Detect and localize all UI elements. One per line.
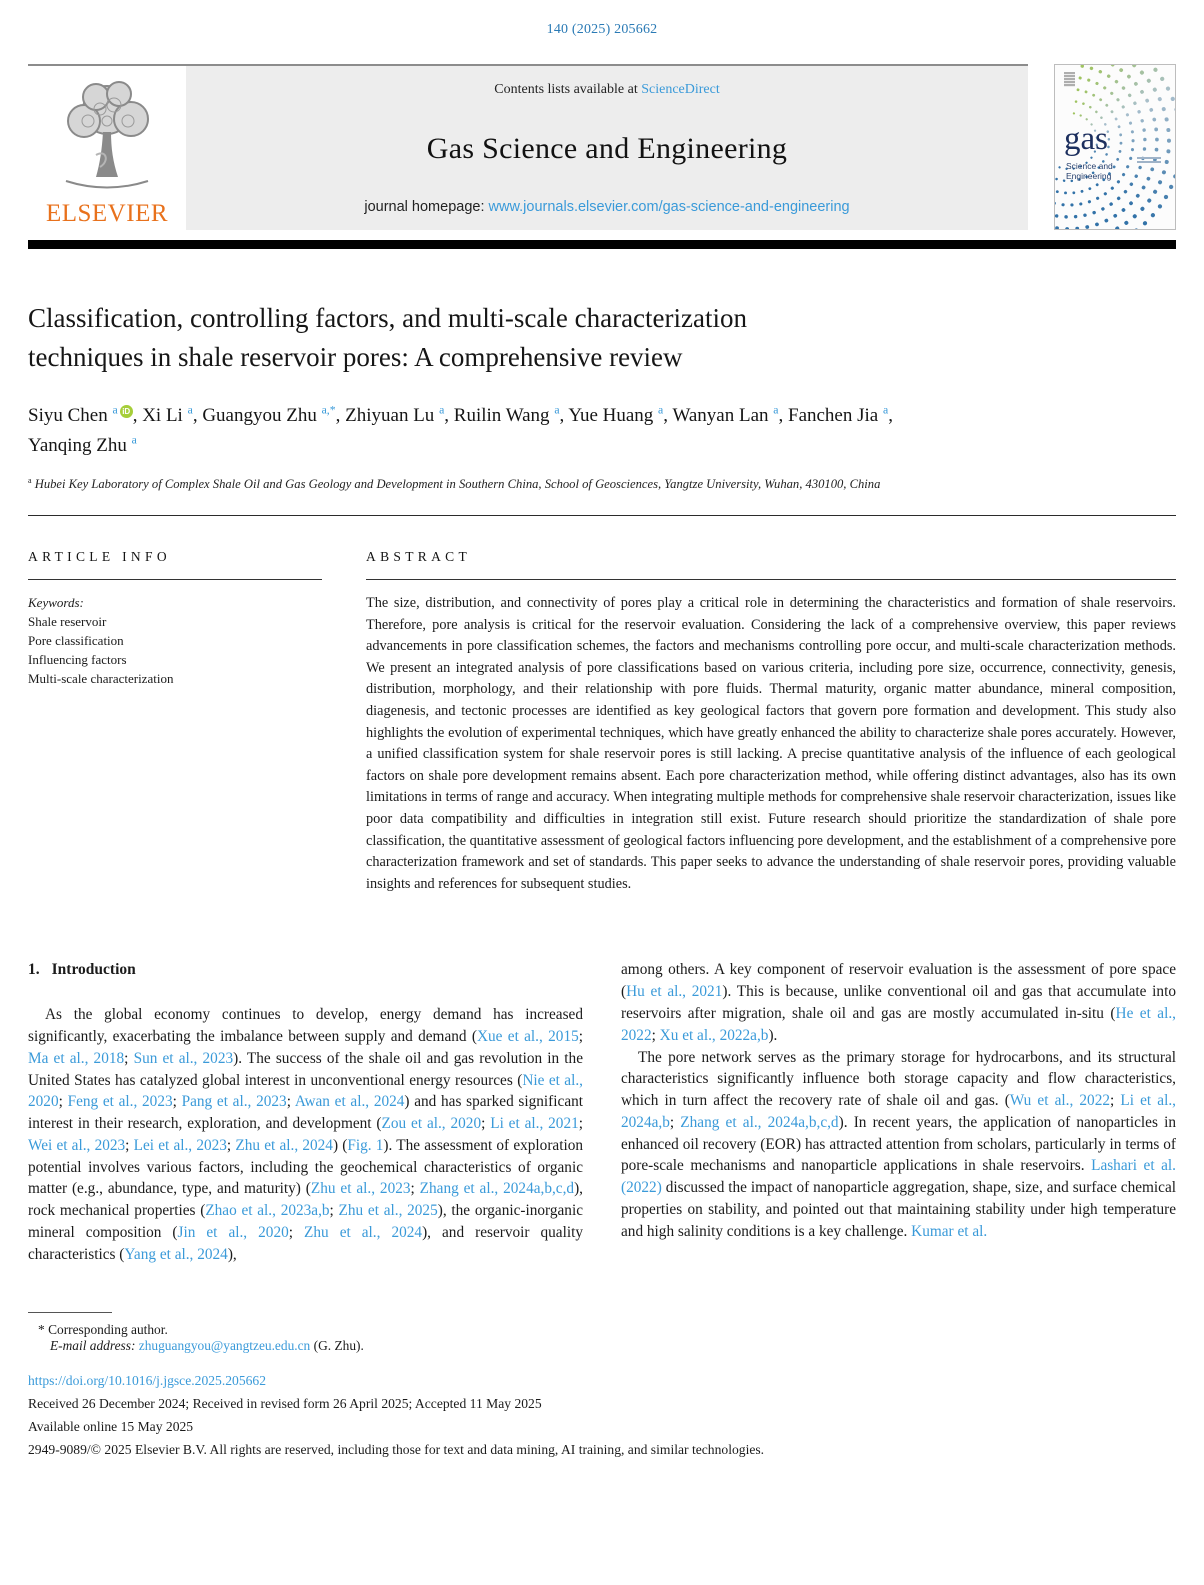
- introduction-section: [28, 959, 1176, 1265]
- citation-link[interactable]: Zhu et al., 2024: [304, 1224, 423, 1242]
- journal-header-main: [28, 64, 1028, 230]
- citation-link[interactable]: Jin et al., 2020: [177, 1224, 289, 1242]
- header-divider-bar: [28, 240, 1176, 249]
- footnote-marker: *: [38, 1321, 45, 1337]
- citation-link[interactable]: Wei et al., 2023: [28, 1136, 126, 1154]
- citation-link[interactable]: Zhao et al., 2023a,b: [205, 1202, 330, 1220]
- cover-title: gas: [1064, 121, 1108, 157]
- citation-link[interactable]: Xu et al., 2022a,b: [659, 1026, 769, 1044]
- cover-elsevier-mark: [1064, 72, 1075, 87]
- citation-link[interactable]: Feng et al., 2023: [67, 1093, 173, 1111]
- citation-link[interactable]: Lei et al., 2023: [133, 1136, 227, 1154]
- right-column: [621, 959, 1176, 1265]
- homepage-prefix: journal homepage:: [364, 199, 489, 215]
- email-suffix: (G. Zhu).: [310, 1337, 364, 1353]
- citation-link[interactable]: Nie et al., 2020: [28, 1071, 583, 1111]
- journal-banner: [186, 66, 1028, 230]
- footnote-rule: [28, 1312, 112, 1313]
- citation-link[interactable]: Yang et al., 2024: [124, 1245, 228, 1263]
- abstract-text: The size, distribution, and connectivity of pores play a critical role in determining the characteristics and formation of shale reservoirs. Therefore, pore analysis is critical for the reservoir evaluation. Considering the lack of a comprehensive overview, this paper reviews advancements in pore classification schemes, the factors and mechanisms controlling pore occur, and multi-scale characterization methods. We present an integrated analysis of pore classifications based on various criteria, including pore size, occurrence, connectivity, genesis, distribution, morphology, and their relationship with pore fluids. Thermal maturity, organic matter abundance, mineral composition, diagenesis, and tectonic processes are identified as key geological factors that govern pore formation and development. This study also highlights the evolution of experimental techniques, which have greatly enhanced the ability to characterize shale pores accurately. However, a unified classification system for shale reservoir pores is still lacking. A precise quantitative analysis of the influence of each geological factors on shale pore development remains absent. Each pore characterization method, while offering distinct advantages, also has its own limitations in terms of range and accuracy. When integrating multiple methods for comprehensive shale reservoir characterization, issues like poor data compatibility and difficulties in integration still exist. Future research should prioritize the standardization of shale pore classification, the quantitative assessment of geological factors influencing pore development, and the establishment of a comprehensive pore characterization framework and set of standards. This paper seeks to advance the understanding of shale reservoir pores, providing valuable insights and references for subsequent studies.: [366, 595, 1176, 892]
- journal-citation: 140 (2025) 205662: [546, 22, 658, 37]
- citation-link[interactable]: Zhang et al., 2024a,b,c,d: [419, 1180, 575, 1198]
- citation-link[interactable]: Zhu et al., 2023: [310, 1180, 411, 1198]
- citation-link[interactable]: a: [112, 403, 118, 417]
- elsevier-tree-icon: [48, 77, 166, 198]
- email-label: E-mail address:: [50, 1337, 136, 1353]
- introduction-paragraph: among others. A key component of reservoir evaluation is the assessment of pore space (Hu et al., 2021). This is because, unlike conventional oil and gas that accumulate into reservoirs after migration, shale oil and gas are mostly accumulated in-situ (He et al., 2022; Xu et al., 2022a,b).: [621, 961, 1176, 1044]
- abstract-column: [366, 549, 1176, 895]
- citation-link[interactable]: Zhang et al., 2024a,b,c,d: [680, 1113, 839, 1131]
- keyword-item: Multi-scale characterization: [28, 671, 174, 686]
- citation-link[interactable]: Wu et al., 2022: [1009, 1092, 1111, 1110]
- citation-link[interactable]: a: [882, 403, 889, 417]
- article-title-line2: techniques in shale reservoir pores: A comprehensive review: [28, 342, 683, 372]
- article-title: [28, 299, 1176, 377]
- homepage-line: [196, 199, 1018, 215]
- abstract-rule: [366, 579, 1176, 580]
- cover-editor-text-bars: [1137, 157, 1161, 165]
- keyword-item: Influencing factors: [28, 652, 127, 667]
- cover-subtitle-line2: Engineering: [1066, 171, 1112, 181]
- section-divider: [28, 515, 1176, 516]
- journal-header: [28, 64, 1176, 230]
- citation-link[interactable]: Awan et al., 2024: [294, 1093, 405, 1111]
- introduction-paragraph: As the global economy continues to develop, energy demand has increased significantly, exacerbating the imbalance between supply and demand (Xue et al., 2015; Ma et al., 2018; Sun et al., 2023). The success of the shale oil and gas revolution in the United States has catalyzed global interest in unconventional energy resources (Nie et al., 2020; Feng et al., 2023; Pang et al., 2023; Awan et al., 2024) and has sparked significant interest in their research, exploration, and development (Zou et al., 2020; Li et al., 2021; Wei et al., 2023; Lei et al., 2023; Zhu et al., 2024) (Fig. 1). The assessment of exploration potential involves various factors, including the geochemical characteristics of organic matter (e.g., abundance, type, and maturity) (Zhu et al., 2023; Zhang et al., 2024a,b,c,d), rock mechanical properties (Zhao et al., 2023a,b; Zhu et al., 2025), the organic-inorganic mineral composition (Jin et al., 2020; Zhu et al., 2024), and reservoir quality characteristics (Yang et al., 2024),: [28, 1006, 584, 1263]
- footer-block: [28, 1369, 1176, 1461]
- left-column: [28, 959, 583, 1265]
- sciencedirect-link[interactable]: ScienceDirect: [641, 82, 720, 97]
- cover-subtitle-line1: Science and: [1066, 161, 1113, 171]
- citation-link[interactable]: Ma et al., 2018: [28, 1049, 125, 1067]
- contents-prefix: Contents lists available at: [494, 82, 642, 97]
- citation-link[interactable]: He et al., 2022: [621, 1004, 1176, 1044]
- keywords-label: Keywords:: [28, 595, 84, 610]
- info-abstract-section: [28, 549, 1176, 895]
- elsevier-logo-block: [28, 66, 186, 230]
- author-list: Siyu Chen $^a$ iD , Xi Li $^a$, Guangyou Zhu $^{a,*}$, Zhiyuan Lu $^a$, Ruilin Wang $^a$, Yue Huang $^a$, Wanyan Lan $^a$, Fanchen Jia $^a$, Yanqing Zhu $^a$: [28, 403, 893, 456]
- article-info-heading: ARTICLE INFO: [28, 549, 171, 564]
- citation-link[interactable]: Zhu et al., 2024: [235, 1136, 333, 1154]
- introduction-heading-number: 1.: [28, 961, 40, 979]
- citation-link[interactable]: Kumar et al.: [911, 1222, 988, 1240]
- citation-link[interactable]: a: [439, 403, 445, 417]
- introduction-heading-text: Introduction: [51, 961, 136, 979]
- citation-link[interactable]: a: [773, 403, 779, 417]
- citation-link[interactable]: Lashari et al. (2022): [621, 1157, 1177, 1197]
- email-link[interactable]: zhuguangyou@yangtzeu.edu.cn: [138, 1337, 311, 1353]
- orcid-icon[interactable]: iD: [120, 405, 133, 418]
- article-title-line1: Classification, controlling factors, and multi-scale characterization: [28, 303, 747, 333]
- citation-link[interactable]: Li et al., 2021: [490, 1115, 579, 1133]
- introduction-paragraph: The pore network serves as the primary storage for hydrocarbons, and its structural characteristics significantly influence both storage capacity and flow characteristics, which in turn affect the recovery rate of shale oil and gas. (Wu et al., 2022; Li et al., 2024a,b; Zhang et al., 2024a,b,c,d). In recent years, the application of nanoparticles in enhanced oil recovery (EOR) has attracted attention from scholars, particularly in terms of pore-scale mechanisms and nanoparticle applications in shale reservoirs. Lashari et al. (2022) discussed the impact of nanoparticle aggregation, shape, size, and surface chemical properties on stability, and pointed out that maintaining stability under high temperature and high salinity conditions is a key challenge. Kumar et al.: [621, 1048, 1177, 1240]
- affiliation: $^a$ Hubei Key Laboratory of Complex Shale Oil and Gas Geology and Development in Southern China, School of Geosciences, Yangtze University, Wuhan, 430100, China: [28, 475, 881, 491]
- corresponding-author-note: [28, 1322, 1176, 1338]
- corresponding-author-text: Corresponding author.: [48, 1321, 168, 1337]
- article-info-column: [28, 549, 322, 895]
- citation-link[interactable]: Zhu et al., 2025: [338, 1202, 438, 1220]
- copyright-line: 2949-9089/© 2025 Elsevier B.V. All rights are reserved, including those for text and data mining, AI training, and similar technologies.: [28, 1441, 765, 1457]
- cover-subtitle: [1066, 161, 1113, 181]
- citation-link[interactable]: Hu et al., 2021: [626, 983, 723, 1001]
- available-online: Available online 15 May 2025: [28, 1418, 194, 1434]
- email-note: [28, 1338, 1176, 1354]
- abstract-heading: ABSTRACT: [366, 549, 472, 564]
- keyword-item: Pore classification: [28, 633, 124, 648]
- elsevier-wordmark: ELSEVIER: [45, 200, 169, 227]
- citation-link[interactable]: a: [554, 403, 560, 417]
- homepage-link[interactable]: www.journals.elsevier.com/gas-science-and-engineering: [488, 199, 850, 215]
- citation-link[interactable]: Zou et al., 2020: [381, 1115, 482, 1133]
- citation-link[interactable]: a,*: [321, 403, 336, 417]
- article-info-rule: [28, 579, 322, 580]
- citation-link[interactable]: a: [658, 403, 664, 417]
- citation-link[interactable]: Xue et al., 2015: [476, 1027, 579, 1045]
- keyword-item: Shale reservoir: [28, 614, 107, 629]
- citation-link[interactable]: Fig. 1: [347, 1136, 384, 1154]
- citation-link[interactable]: a: [131, 433, 137, 447]
- journal-cover-thumbnail[interactable]: [1054, 64, 1176, 230]
- citation-link[interactable]: Li et al., 2024a,b: [621, 1092, 1176, 1131]
- received-dates: Received 26 December 2024; Received in revised form 26 April 2025; Accepted 11 May 2025: [28, 1395, 542, 1411]
- footnote-block: [28, 1312, 1176, 1354]
- citation-link[interactable]: Sun et al., 2023: [133, 1049, 234, 1067]
- citation-link[interactable]: a: [187, 403, 193, 417]
- citation-link[interactable]: Pang et al., 2023: [181, 1093, 287, 1111]
- doi-link[interactable]: https://doi.org/10.1016/j.jgsce.2025.205662: [28, 1372, 267, 1388]
- contents-line: [196, 82, 1018, 98]
- introduction-heading: [28, 959, 583, 981]
- journal-title: Gas Science and Engineering: [426, 131, 788, 165]
